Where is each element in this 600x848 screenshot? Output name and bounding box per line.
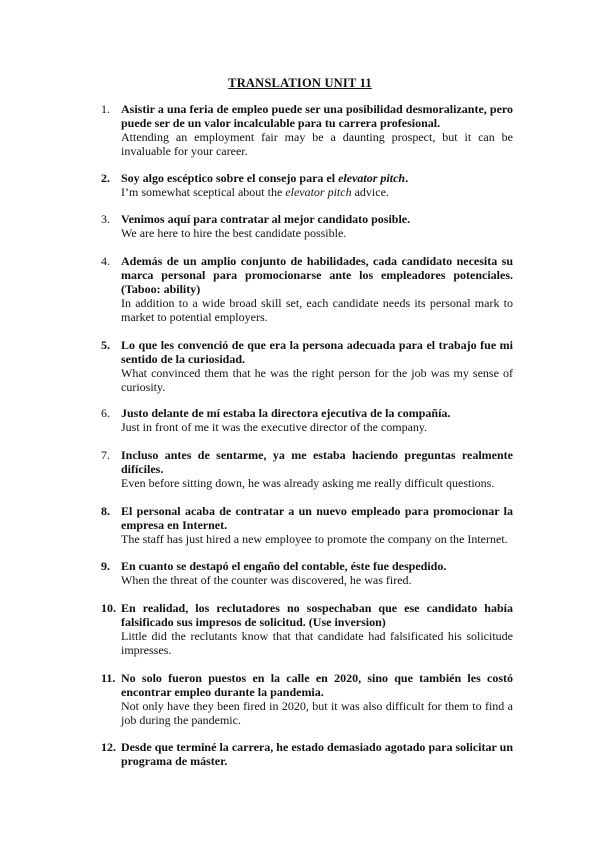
- english-translation: Attending an employment fair may be a daunting prospect, but it can be invaluable for your career.: [121, 130, 513, 158]
- english-translation: Even before sitting down, he was already asking me really difficult questions.: [121, 476, 495, 490]
- spanish-sentence: No solo fueron puestos en la calle en 2020, sino que también les costó encontrar empleo durante la pandemia.: [121, 671, 513, 699]
- english-translation: When the threat of the counter was discovered, he was fired.: [121, 573, 412, 587]
- spanish-italic-term: elevator pitch: [338, 171, 406, 185]
- item-number: 7.: [101, 448, 110, 462]
- spanish-sentence: Lo que les convenció de que era la persona adecuada para el trabajo fue mi sentido de la curiosidad.: [121, 338, 513, 366]
- spanish-text: Soy algo escéptico sobre el consejo para el: [121, 171, 339, 185]
- spanish-sentence: Incluso antes de sentarme, ya me estaba haciendo preguntas realmente difíciles.: [121, 448, 513, 476]
- spanish-sentence: Asistir a una feria de empleo puede ser una posibilidad desmoralizante, pero puede ser de un valor incalculable para tu carrera profesional.: [121, 102, 513, 130]
- spanish-sentence: El personal acaba de contratar a un nuevo empleado para promocionar la empresa en Internet.: [121, 504, 513, 532]
- english-translation: Not only have they been fired in 2020, but it was also difficult for them to find a job during the pandemic.: [121, 699, 513, 727]
- spanish-sentence: En cuanto se destapó el engaño del contable, éste fue despedido.: [121, 559, 447, 573]
- item-number: 10.: [101, 601, 116, 615]
- item-number: 9.: [101, 559, 110, 573]
- english-text-end: advice.: [351, 185, 389, 199]
- english-translation: The staff has just hired a new employee to promote the company on the Internet.: [121, 532, 508, 546]
- english-translation: Just in front of me it was the executive director of the company.: [121, 420, 428, 434]
- english-translation: In addition to a wide broad skill set, each candidate needs its personal mark to market to potential employers.: [121, 296, 513, 324]
- spanish-sentence: Venimos aquí para contratar al mejor candidato posible.: [121, 212, 411, 226]
- item-number: 1.: [101, 102, 110, 116]
- item-number: 6.: [101, 406, 110, 420]
- item-number: 5.: [101, 338, 110, 352]
- document-title: TRANSLATION UNIT 11: [228, 76, 372, 90]
- english-italic-term: elevator pitch: [285, 185, 352, 199]
- item-number: 12.: [101, 740, 116, 754]
- item-number: 8.: [101, 504, 110, 518]
- english-translation: Little did the reclutants know that that candidate had falsificated his solicitude impresses.: [121, 629, 513, 657]
- spanish-sentence: [121, 171, 513, 185]
- spanish-sentence: Además de un amplio conjunto de habilidades, cada candidato necesita su marca personal para promocionarse ante los empleadores potenciales. (Taboo: ability): [121, 254, 513, 296]
- item-number: 2.: [101, 171, 110, 185]
- spanish-sentence: En realidad, los reclutadores no sospechaban que ese candidato había falsificado sus impresos de solicitud. (Use inversion): [121, 601, 513, 629]
- item-number: 3.: [101, 212, 110, 226]
- spanish-sentence: Justo delante de mí estaba la directora ejecutiva de la compañía.: [121, 406, 451, 420]
- spanish-text-end: .: [405, 171, 409, 185]
- spanish-sentence: Desde que terminé la carrera, he estado demasiado agotado para solicitar un programa de máster.: [121, 740, 513, 768]
- item-number: 4.: [101, 254, 110, 268]
- english-translation: What convinced them that he was the right person for the job was my sense of curiosity.: [121, 366, 513, 394]
- english-text: I’m somewhat sceptical about the: [121, 185, 286, 199]
- english-translation: [121, 185, 513, 199]
- english-translation: We are here to hire the best candidate possible.: [121, 226, 347, 240]
- item-number: 11.: [101, 671, 116, 685]
